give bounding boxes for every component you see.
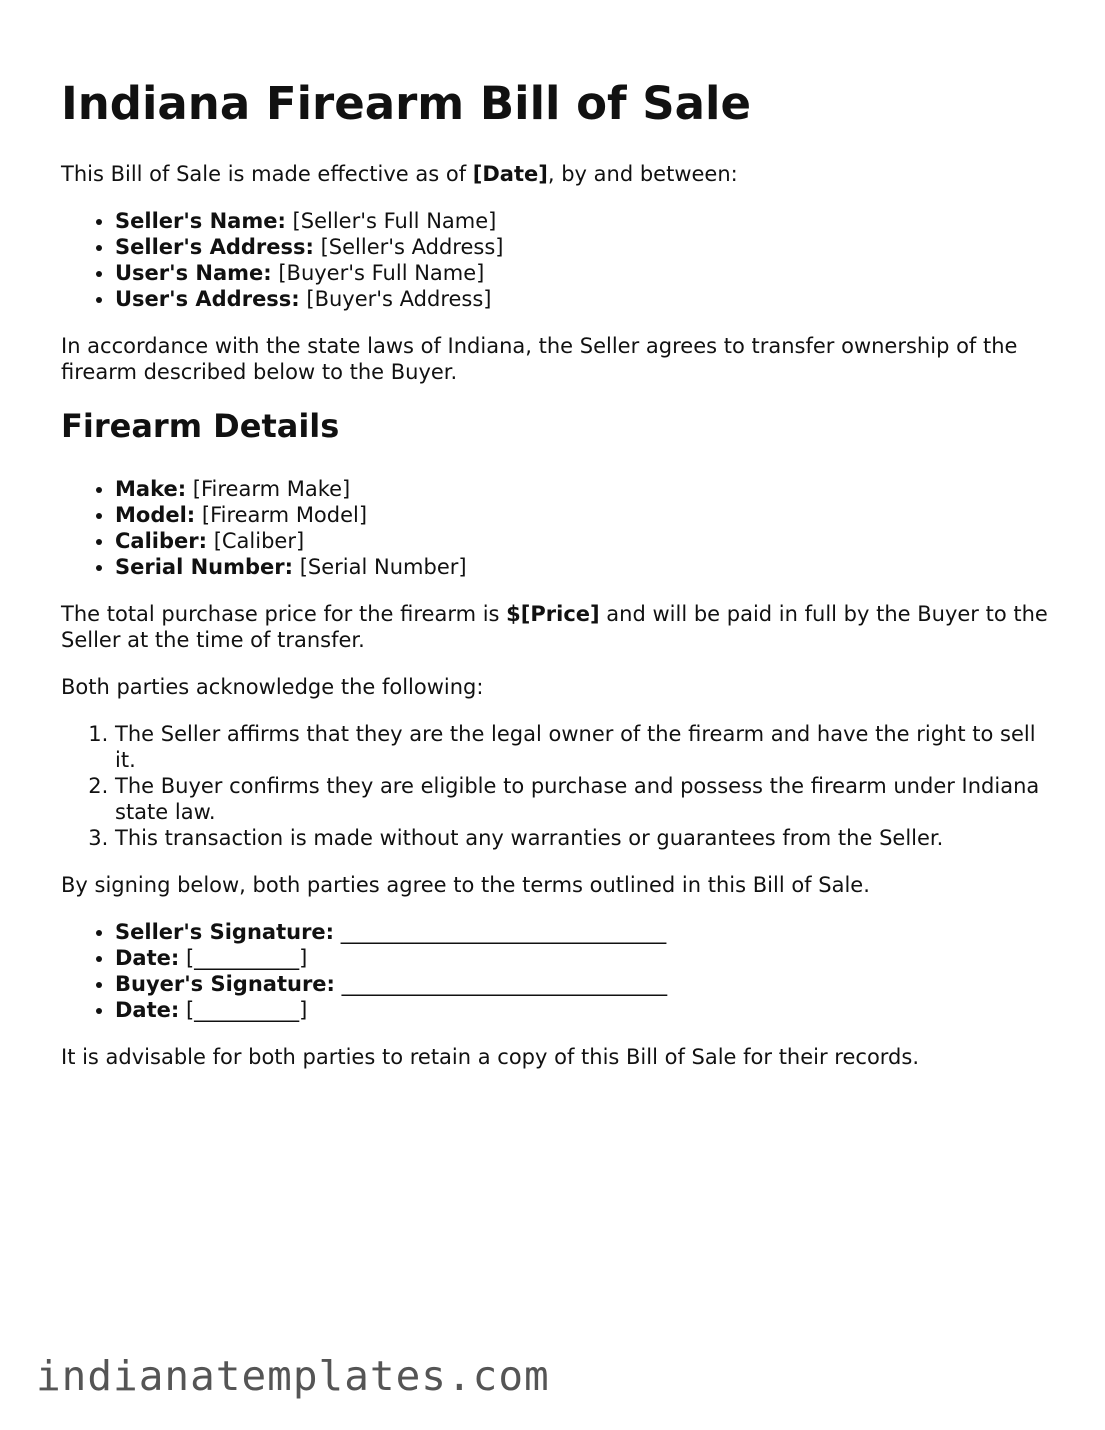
site-watermark: indianatemplates.com <box>36 1352 550 1400</box>
list-item-user-name <box>115 260 1051 286</box>
acknowledge-paragraph: Both parties acknowledge the following: <box>61 675 484 699</box>
terms-list <box>61 721 1051 851</box>
term-item: 2. The Buyer confirms they are eligible to purchase and possess the firearm under Indiana state law. <box>115 773 1051 825</box>
field-value: [Buyer's Address] <box>299 287 492 311</box>
bill-of-sale-document <box>61 78 1051 1091</box>
accordance-paragraph: In accordance with the state laws of Indiana, the Seller agrees to transfer ownership of the firearm described below to the Buyer. <box>61 334 1018 384</box>
firearm-details-heading: Firearm Details <box>61 407 340 445</box>
field-value: [Firearm Model] <box>195 503 368 527</box>
list-item-seller-address <box>115 234 1051 260</box>
signature-line: _______________________________ <box>334 920 667 944</box>
price-placeholder: $[Price] <box>506 602 600 626</box>
signature-line: _______________________________ <box>334 972 668 996</box>
intro-paragraph <box>61 161 1051 187</box>
field-label: User's Address: <box>115 287 300 311</box>
list-item-make <box>115 476 1051 502</box>
field-label: Buyer's Signature: <box>115 972 335 996</box>
field-label: Serial Number: <box>115 555 294 579</box>
field-label: Date: <box>115 998 180 1022</box>
document-title: Indiana Firearm Bill of Sale <box>61 77 751 130</box>
field-label: Seller's Address: <box>115 235 314 259</box>
firearm-details-list <box>61 476 1051 580</box>
field-label: Make: <box>115 477 187 501</box>
list-item-seller-name <box>115 208 1051 234</box>
list-item-buyer-date <box>115 997 1051 1023</box>
list-item-model <box>115 502 1051 528</box>
list-item-caliber <box>115 528 1051 554</box>
date-blank: [__________] <box>179 998 308 1022</box>
price-text-after: and will be paid in full by the Buyer to the Seller at the time of transfer. <box>61 602 1048 652</box>
parties-list <box>61 208 1051 312</box>
field-label: Caliber: <box>115 529 208 553</box>
price-paragraph <box>61 601 1051 653</box>
list-item-buyer-signature <box>115 971 1051 997</box>
field-value: [Firearm Make] <box>186 477 351 501</box>
agree-paragraph: By signing below, both parties agree to the terms outlined in this Bill of Sale. <box>61 873 870 897</box>
advisory-paragraph: It is advisable for both parties to retain a copy of this Bill of Sale for their records. <box>61 1045 920 1069</box>
field-label: Date: <box>115 946 180 970</box>
field-label: Seller's Signature: <box>115 920 335 944</box>
term-item: 1. The Seller affirms that they are the legal owner of the firearm and have the right to sell it. <box>115 721 1051 773</box>
intro-text-before: This Bill of Sale is made effective as of <box>61 162 473 186</box>
price-text-before: The total purchase price for the firearm is <box>61 602 507 626</box>
list-item-seller-signature <box>115 919 1051 945</box>
term-item: 3. This transaction is made without any warranties or guarantees from the Seller. <box>115 825 1051 851</box>
field-label: Seller's Name: <box>115 209 286 233</box>
field-label: User's Name: <box>115 261 272 285</box>
effective-date-placeholder: [Date] <box>472 162 548 186</box>
field-value: [Caliber] <box>207 529 305 553</box>
list-item-seller-date <box>115 945 1051 971</box>
date-blank: [__________] <box>179 946 308 970</box>
field-value: [Serial Number] <box>293 555 467 579</box>
list-item-user-address <box>115 286 1051 312</box>
field-value: [Seller's Address] <box>313 235 504 259</box>
signatures-list <box>61 919 1051 1023</box>
field-label: Model: <box>115 503 196 527</box>
field-value: [Buyer's Full Name] <box>271 261 485 285</box>
field-value: [Seller's Full Name] <box>285 209 497 233</box>
list-item-serial-number <box>115 554 1051 580</box>
intro-text-after: , by and between: <box>547 162 738 186</box>
